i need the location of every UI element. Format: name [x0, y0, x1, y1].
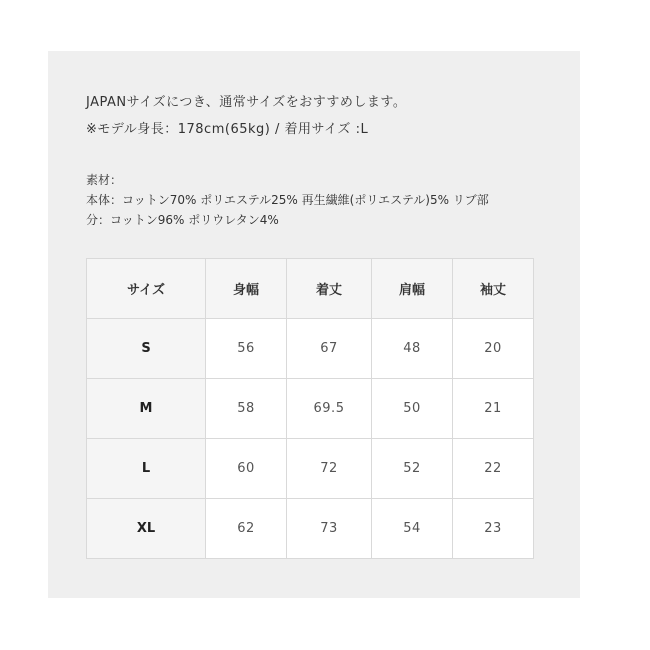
length-value: 72 [287, 439, 372, 499]
table-row [87, 439, 534, 499]
header-shoulder-width: 肩幅 [372, 259, 453, 319]
size-guide-panel [48, 51, 580, 598]
size-recommendation-note: JAPANサイズにつき、通常サイズをおすすめします。 [86, 95, 407, 110]
model-info-note: ※モデル身長：178cm(65kg) / 着用サイズ :L [86, 122, 369, 137]
table-row [87, 499, 534, 559]
size-label: L [87, 439, 206, 499]
material-info [86, 170, 489, 230]
sleeve-length-value: 22 [453, 439, 534, 499]
table-row [87, 379, 534, 439]
size-label: M [87, 379, 206, 439]
body-width-value: 62 [206, 499, 287, 559]
header-size: サイズ [87, 259, 206, 319]
length-value: 73 [287, 499, 372, 559]
sleeve-length-value: 21 [453, 379, 534, 439]
shoulder-width-value: 48 [372, 319, 453, 379]
body-width-value: 60 [206, 439, 287, 499]
shoulder-width-value: 54 [372, 499, 453, 559]
size-label: XL [87, 499, 206, 559]
size-table [86, 258, 534, 559]
length-value: 69.5 [287, 379, 372, 439]
table-row [87, 319, 534, 379]
shoulder-width-value: 52 [372, 439, 453, 499]
header-sleeve-length: 袖丈 [453, 259, 534, 319]
size-label: S [87, 319, 206, 379]
body-width-value: 58 [206, 379, 287, 439]
material-body-line: 本体：コットン70% ポリエステル25% 再生繊維(ポリエステル)5% リブ部 [86, 193, 489, 207]
size-table-header-row [87, 259, 534, 319]
length-value: 67 [287, 319, 372, 379]
sleeve-length-value: 23 [453, 499, 534, 559]
shoulder-width-value: 50 [372, 379, 453, 439]
header-length: 着丈 [287, 259, 372, 319]
header-body-width: 身幅 [206, 259, 287, 319]
sleeve-length-value: 20 [453, 319, 534, 379]
material-heading: 素材： [86, 173, 123, 187]
body-width-value: 56 [206, 319, 287, 379]
material-rib-line: 分：コットン96% ポリウレタン4% [86, 213, 279, 227]
